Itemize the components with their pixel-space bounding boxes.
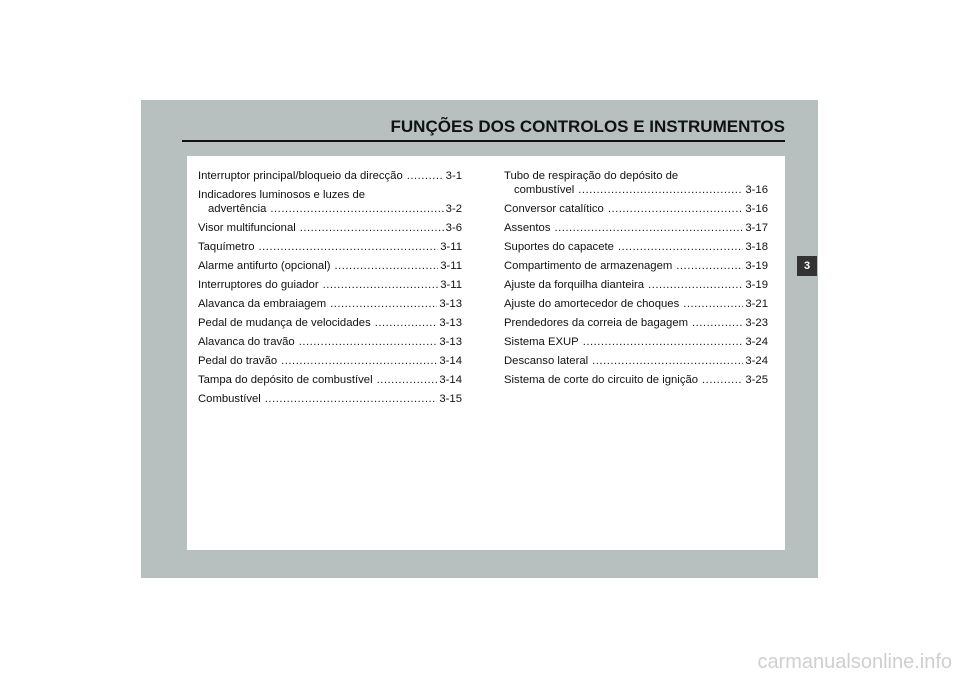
toc-entry-page: 3-2 [445,203,462,215]
leader-dots [592,354,743,368]
toc-entry-page: 3-24 [745,336,768,348]
watermark: carmanualsonline.info [757,651,952,673]
toc-entry-label: Prendedores da correia de bagagem [504,317,689,329]
toc-entry-label: Visor multifuncional [198,222,296,234]
leader-dots [300,221,444,235]
toc-entry[interactable] [198,316,462,330]
toc-content [187,156,785,550]
leader-dots [377,373,438,387]
toc-entry-page: 3-11 [440,279,462,291]
leader-dots [299,335,438,349]
toc-entry-page: 3-11 [440,260,462,272]
toc-entry-label: Assentos [504,222,551,234]
toc-entry[interactable] [198,335,462,349]
toc-entry-label: Alavanca da embraiagem [198,298,327,310]
toc-entry[interactable] [198,297,462,311]
toc-left-column [198,169,462,411]
toc-entry-page: 3-16 [745,203,768,215]
toc-entry-page: 3-18 [745,241,768,253]
leader-dots [281,354,437,368]
toc-entry[interactable] [198,392,462,406]
toc-entry-label: combustível [514,184,575,196]
toc-entry-label: Ajuste da forquilha dianteira [504,279,645,291]
toc-entry-label-line1: Tubo de respiração do depósito de [504,170,679,182]
toc-entry-page: 3-19 [745,260,768,272]
leader-dots [323,278,439,292]
toc-entry-label: Tampa do depósito de combustível [198,374,373,386]
leader-dots [335,259,439,273]
leader-dots [676,259,743,273]
toc-entry[interactable] [504,316,768,330]
leader-dots [270,202,443,216]
toc-entry-label: Combustível [198,393,261,405]
toc-entry-label: Compartimento de armazenagem [504,260,673,272]
toc-entry-label: Sistema EXUP [504,336,579,348]
toc-entry-label: Interruptor principal/bloqueio da direcção [198,170,403,182]
toc-entry-label: advertência [208,203,267,215]
chapter-tab[interactable]: 3 [797,256,817,276]
toc-entry-page: 3-23 [745,317,768,329]
toc-entry[interactable] [198,188,462,216]
toc-entry[interactable] [504,169,768,197]
toc-entry[interactable] [504,221,768,235]
toc-entry-page: 3-13 [439,298,462,310]
toc-entry-page: 3-21 [745,298,768,310]
toc-entry-label: Ajuste do amortecedor de choques [504,298,680,310]
toc-entry[interactable] [504,335,768,349]
toc-entry[interactable] [504,259,768,273]
toc-entry-label-line1: Indicadores luminosos e luzes de [198,189,366,201]
toc-entry[interactable] [504,354,768,368]
toc-entry-page: 3-11 [440,241,462,253]
leader-dots [702,373,743,387]
page-title: FUNÇÕES DOS CONTROLOS E INSTRUMENTOS [390,117,785,136]
toc-entry-label: Interruptores do guiador [198,279,319,291]
toc-entry-page: 3-25 [745,374,768,386]
toc-entry-label: Alarme antifurto (opcional) [198,260,331,272]
toc-entry[interactable] [198,240,462,254]
toc-entry-page: 3-13 [439,336,462,348]
toc-entry-label: Sistema de corte do circuito de ignição [504,374,699,386]
leader-dots [683,297,743,311]
toc-entry-page: 3-1 [445,170,462,182]
toc-entry[interactable] [198,373,462,387]
toc-entry[interactable] [198,169,462,183]
toc-entry[interactable] [504,240,768,254]
leader-dots [265,392,438,406]
toc-entry[interactable] [198,278,462,292]
leader-dots [608,202,744,216]
leader-dots [692,316,743,330]
toc-entry-page: 3-24 [745,355,768,367]
toc-entry-label: Pedal do travão [198,355,278,367]
toc-entry-page: 3-15 [439,393,462,405]
toc-entry-page: 3-16 [745,184,768,196]
toc-entry-page: 3-14 [439,374,462,386]
toc-entry-page: 3-13 [439,317,462,329]
toc-entry-label: Conversor catalítico [504,203,604,215]
toc-entry-page: 3-14 [439,355,462,367]
leader-dots [554,221,743,235]
toc-entry[interactable] [198,354,462,368]
toc-entry-label: Pedal de mudança de velocidades [198,317,371,329]
toc-entry[interactable] [504,297,768,311]
toc-entry[interactable] [198,221,462,235]
leader-dots [618,240,743,254]
title-rule [182,140,785,142]
toc-entry-page: 3-19 [745,279,768,291]
toc-entry[interactable] [504,202,768,216]
toc-right-column [504,169,768,392]
toc-entry-label: Taquímetro [198,241,255,253]
leader-dots [375,316,438,330]
leader-dots [578,183,743,197]
leader-dots [330,297,437,311]
toc-entry-label: Alavanca do travão [198,336,295,348]
toc-entry-page: 3-17 [745,222,768,234]
leader-dots [648,278,743,292]
leader-dots [407,169,444,183]
toc-entry[interactable] [504,373,768,387]
leader-dots [259,240,439,254]
leader-dots [583,335,744,349]
toc-entry-label: Descanso lateral [504,355,589,367]
toc-entry[interactable] [504,278,768,292]
toc-entry[interactable] [198,259,462,273]
toc-entry-page: 3-6 [445,222,462,234]
toc-entry-label: Suportes do capacete [504,241,614,253]
